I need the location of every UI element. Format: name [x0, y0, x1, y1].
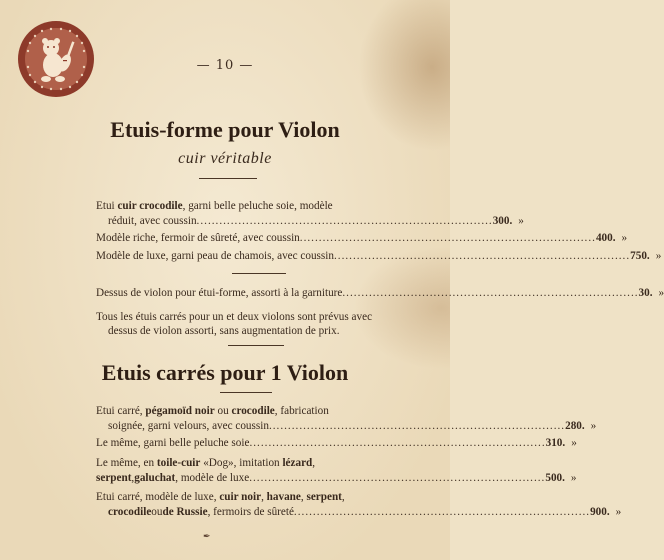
price: 400. [595, 232, 616, 244]
price-entry: Modèle riche, fermoir de sûreté, avec coussin .............................................................................. 400. » [96, 232, 628, 244]
ornament-mark-icon: ✒ [203, 532, 211, 542]
price-entry: Etui carré, modèle de luxe, cuir noir, havane, serpent, crocodile ou de Russie , fermoirs de sûreté .............................................................................. 900. » [96, 491, 622, 518]
divider [220, 392, 272, 393]
price-entry: Le même, en toile-cuir «Dog», imitation lézard, serpent , galuchat , modèle de luxe .............................................................................. 500. » [96, 457, 577, 484]
divider [228, 345, 284, 346]
price-entry: Etui carré, pégamoïd noir ou crocodile, fabrication soignée, garni velours, avec coussin .............................................................................. 280. » [96, 405, 597, 432]
divider [199, 178, 257, 179]
price: 30. [638, 287, 653, 299]
section-subtitle: cuir véritable [178, 150, 272, 167]
price: 280. [565, 420, 585, 432]
section-title: Etuis carrés pour 1 Violon [101, 360, 349, 385]
section-title: Etuis-forme pour Violon [110, 117, 340, 142]
price-entry: Etui cuir crocodile, garni belle peluche soie, modèle réduit, avec coussin .............................................................................. 300. » [96, 200, 524, 227]
price: 300. [492, 215, 513, 227]
note: Tous les étuis carrés pour un et deux violons sont prévus avec dessus de violon assorti, sans augmentation de prix. [96, 311, 373, 337]
price-entry: Le même, garni belle peluche soie .............................................................................. 310. » [96, 437, 577, 449]
page-number: — 10 — [196, 58, 254, 73]
price-entry: Dessus de violon pour étui-forme, assorti à la garniture .............................................................................. 30. » [96, 287, 664, 299]
price: 310. [545, 437, 566, 449]
price: 500. [545, 472, 565, 484]
price: 900. [590, 506, 610, 518]
price: 750. [630, 250, 650, 262]
price-entry: Modèle de luxe, garni peau de chamois, avec coussin .............................................................................. 750. » [96, 250, 662, 262]
divider [232, 273, 286, 274]
